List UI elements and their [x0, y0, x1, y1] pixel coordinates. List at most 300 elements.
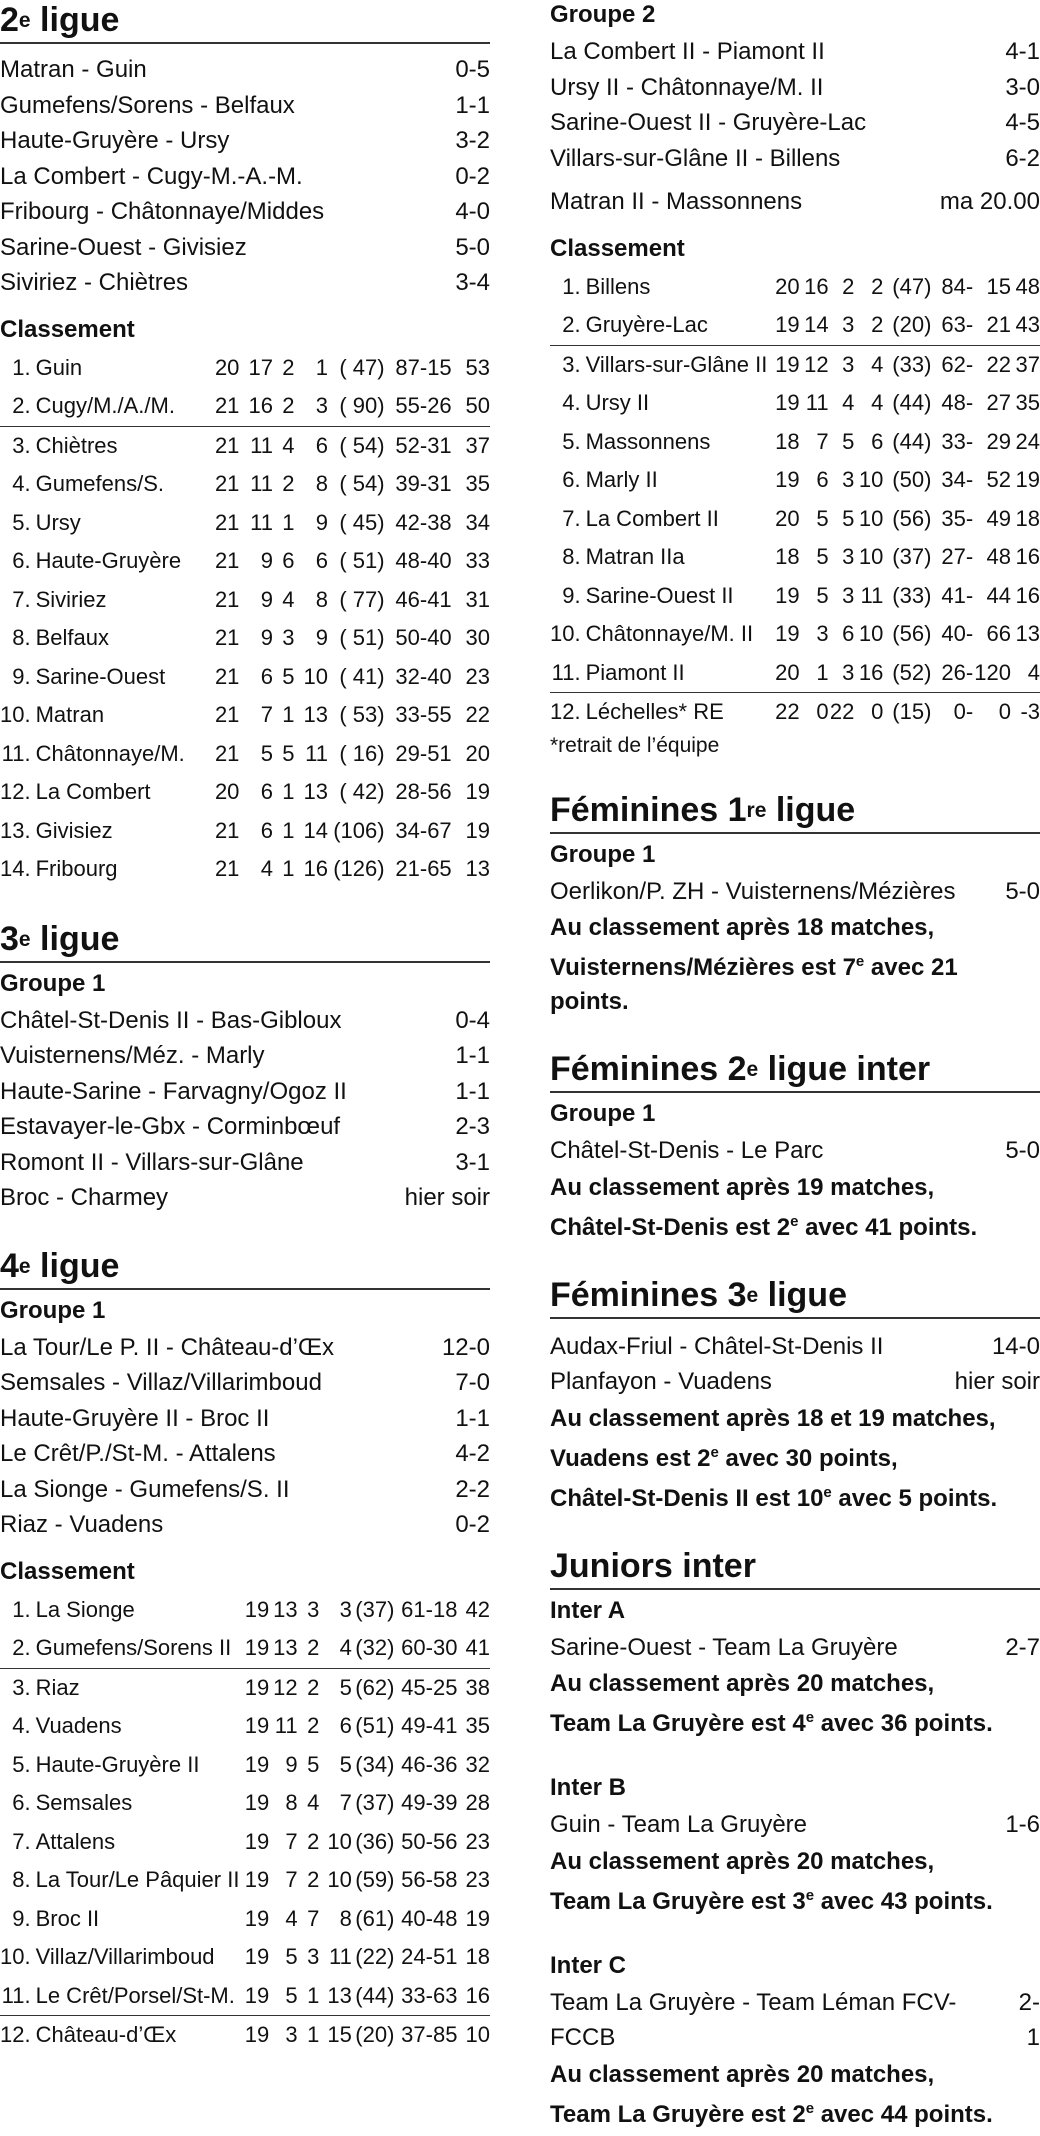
section-title-sup: e: [746, 1058, 759, 1081]
match-teams: Sarine-Ouest - Team La Gruyère: [550, 1633, 898, 1661]
table-cell: 8.: [12, 1867, 31, 1892]
table-cell: 16: [804, 273, 829, 299]
table-cell: 120: [973, 654, 1011, 693]
table-cell: 19: [244, 1905, 270, 1931]
table-row: [0, 1977, 490, 2016]
table-cell: 4: [260, 856, 273, 881]
table-cell: 6: [315, 432, 329, 458]
match-row: [550, 105, 1040, 141]
table-cell: 10: [327, 1867, 352, 1892]
table-cell: 1: [307, 2022, 320, 2047]
match-row: [550, 141, 1040, 177]
table-cell: 5.: [12, 1751, 31, 1777]
match-row: [0, 1365, 490, 1401]
section-title-rest: ligue: [30, 919, 120, 958]
note-text: avec 41 points.: [798, 1213, 978, 1241]
table-cell: 1: [282, 702, 295, 727]
table-cell: 5: [339, 1751, 352, 1777]
group-title: Groupe 1: [0, 1296, 106, 1324]
table-cell: 3: [816, 621, 829, 646]
match-teams: Châtel-St-Denis II - Bas-Gibloux: [0, 1006, 342, 1034]
table-cell: 29: [986, 428, 1011, 454]
table-cell: 7.: [12, 586, 31, 612]
match-teams: La Sionge - Gumefens/S. II: [0, 1475, 290, 1503]
table-cell: 32-40: [395, 663, 452, 689]
table-cell: (56): [892, 505, 932, 531]
table-cell: 6: [260, 663, 273, 689]
match-score: 7-0: [455, 1369, 490, 1396]
table-cell: 5: [816, 505, 829, 531]
table-cell: 7.: [12, 1828, 31, 1854]
table-cell: 8: [285, 1790, 298, 1815]
table-cell: 3: [842, 467, 855, 492]
table-cell: (44): [352, 1977, 395, 2016]
table-cell: 63-: [931, 306, 973, 345]
table-cell: ( 41): [339, 663, 385, 689]
table-cell: 19: [775, 351, 800, 377]
table-cell: 11: [329, 1944, 352, 1969]
table-cell: 19: [767, 306, 799, 345]
table-cell: 49-41: [401, 1713, 458, 1738]
table-cell: 2.: [550, 306, 586, 345]
table-cell: 2: [307, 1867, 320, 1892]
table-row: [550, 577, 1040, 616]
match-teams: Haute-Gruyère - Ursy: [0, 127, 230, 154]
match-teams: Ursy II - Châtonnaye/M. II: [550, 73, 824, 101]
table-row: [550, 423, 1040, 462]
table-cell: 15: [327, 2022, 352, 2047]
table-cell: 5: [339, 1674, 352, 1700]
table-cell: (36): [355, 1828, 395, 1854]
table-cell: (52): [883, 654, 931, 693]
table-cell: 19: [775, 467, 800, 492]
match-score: 3-4: [455, 269, 490, 296]
table-cell: 13: [303, 702, 329, 727]
section-spacer: [550, 1516, 1040, 1546]
section-title-sup: e: [18, 927, 31, 951]
match-score: 4-0: [455, 198, 490, 225]
table-cell: 11: [805, 390, 829, 415]
table-cell: 22: [829, 699, 855, 724]
table-cell: 5: [842, 428, 855, 454]
table-cell: Piamont II: [586, 654, 768, 693]
table-cell: 56-58: [401, 1867, 458, 1892]
table-cell: 5: [282, 740, 295, 766]
table-cell: Fribourg: [35, 856, 118, 881]
match-score: 4-2: [455, 1440, 490, 1467]
table-cell: 10: [327, 1828, 352, 1854]
match-row: [550, 1329, 1040, 1365]
table-cell: Semsales: [35, 1790, 133, 1815]
match-score: 0-2: [455, 162, 490, 190]
group-title: Inter B: [550, 1774, 627, 1801]
note-line: Au classement après 18 matches,: [550, 914, 935, 941]
note-sup: e: [855, 953, 865, 970]
table-cell: Vuadens: [35, 1713, 122, 1738]
match-row: [0, 1145, 490, 1181]
table-cell: 19: [244, 1674, 270, 1700]
table-cell: 3: [294, 387, 328, 426]
table-cell: (56): [892, 621, 932, 646]
table-row: [0, 812, 490, 851]
table-cell: Ursy: [35, 509, 81, 535]
match-score: 12-0: [441, 1333, 490, 1361]
table-cell: Riaz: [35, 1674, 80, 1700]
table-cell: (20): [883, 306, 931, 345]
table-row: [0, 1629, 490, 1668]
table-cell: 33-: [941, 428, 974, 454]
table-cell: 29-51: [395, 740, 452, 766]
table-row: [550, 500, 1040, 539]
table-cell: 12.: [0, 779, 31, 804]
table-cell: 37-85: [401, 2022, 458, 2047]
match-score: 5-0: [1005, 1137, 1040, 1164]
note-text: Vuisternens/Mézières est 7: [550, 954, 856, 981]
table-cell: 16: [303, 856, 329, 881]
table-cell: 0: [998, 699, 1011, 724]
table-cell: 10: [858, 544, 884, 569]
table-cell: 10: [858, 621, 884, 646]
match-row: [0, 230, 490, 266]
table-cell: 0-: [953, 699, 974, 724]
section-title: [550, 1275, 1040, 1319]
table-cell: Billens: [585, 273, 651, 299]
table-cell: ( 77): [339, 586, 385, 612]
table-cell: 20: [465, 740, 490, 766]
match-teams: Planfayon - Vuadens: [550, 1368, 772, 1395]
match-row: [0, 1401, 490, 1437]
table-cell: 4.: [12, 1713, 31, 1738]
match-teams: Oerlikon/P. ZH - Vuisternens/Mézières: [550, 877, 956, 905]
left-column: [0, 0, 490, 2055]
match-row: [550, 874, 1040, 910]
table-cell: 33-55: [395, 702, 452, 727]
table-cell: 10.: [0, 1944, 31, 1969]
table-cell: 18: [465, 1944, 490, 1969]
match-teams: Broc - Charmey: [0, 1184, 169, 1211]
table-cell: 3: [842, 582, 855, 608]
match-score: 3-2: [455, 127, 490, 154]
table-cell: 46-41: [395, 586, 452, 612]
table-cell: 16: [854, 654, 883, 693]
table-cell: 48-: [941, 390, 974, 415]
table-cell: 6: [260, 817, 273, 843]
note-text: avec 36 points.: [814, 1710, 993, 1737]
table-cell: 10.: [0, 702, 31, 727]
table-cell: ( 42): [339, 779, 385, 804]
table-cell: 10: [858, 467, 884, 492]
note-text: Team La Gruyère est 2: [550, 2100, 806, 2128]
table-cell: 8: [315, 471, 329, 496]
standing-note: [550, 1402, 1040, 1516]
table-cell: 48: [1015, 273, 1040, 299]
table-cell: 14.: [0, 856, 31, 881]
match-teams: Haute-Sarine - Farvagny/Ogoz II: [0, 1077, 347, 1105]
table-cell: (62): [355, 1674, 395, 1700]
group-title: Groupe 1: [0, 969, 106, 997]
table-cell: 5.: [12, 509, 31, 535]
table-cell: Le Crêt/Porsel/St-M.: [36, 1977, 241, 2016]
match-score: 2-3: [455, 1113, 490, 1140]
table-cell: Châtonnaye/M. II: [585, 621, 754, 646]
table-cell: 2: [298, 1629, 320, 1668]
table-cell: 2: [854, 306, 883, 345]
table-cell: 9: [315, 625, 329, 650]
table-cell: 50: [452, 387, 490, 426]
table-cell: Chiètres: [35, 432, 118, 458]
table-cell: 21-65: [395, 856, 452, 881]
table-cell: 11: [860, 582, 884, 608]
block-gap: [550, 1919, 1040, 1937]
table-cell: 16: [239, 387, 273, 426]
table-cell: 16: [1015, 544, 1040, 569]
table-cell: Givisiez: [35, 817, 113, 843]
table-cell: 61-18: [401, 1596, 458, 1622]
note-sup: e: [823, 1483, 832, 1501]
table-cell: 62-: [941, 351, 974, 377]
table-cell: 13: [269, 1629, 297, 1668]
table-cell: 2: [307, 1713, 320, 1738]
table-cell: 4.: [12, 471, 31, 496]
right-column: [550, 0, 1040, 2132]
table-row: [0, 1668, 490, 1707]
note-text: avec 5 points.: [831, 1484, 998, 1512]
table-cell: 5.: [562, 428, 581, 454]
table-cell: Matran IIa: [585, 544, 685, 569]
table-cell: 10: [303, 663, 329, 689]
table-cell: Haute-Gruyère: [35, 548, 182, 573]
table-cell: Gumefens/Sorens II: [36, 1629, 241, 1668]
table-cell: Massonnens: [585, 428, 711, 454]
table-cell: 20: [214, 354, 240, 380]
section-title-rest: ligue inter: [758, 1050, 931, 1088]
table-row: [0, 850, 490, 889]
table-cell: 22: [986, 351, 1011, 377]
table-cell: 21: [214, 663, 240, 689]
section-title-rest: ligue: [30, 1, 120, 39]
table-cell: La Combert II: [585, 505, 719, 531]
match-row: [0, 159, 490, 195]
table-cell: 15: [986, 273, 1011, 299]
table-cell: 9.: [12, 663, 31, 689]
table-cell: 14: [303, 817, 329, 843]
table-cell: 3.: [12, 1674, 31, 1700]
table-cell: 3.: [12, 432, 31, 458]
table-cell: 66: [986, 621, 1011, 646]
table-row: [550, 693, 1040, 732]
table-cell: ( 90): [328, 387, 385, 426]
table-row: [0, 349, 490, 388]
table-cell: 23: [465, 663, 490, 689]
match-teams: Semsales - Villaz/Villarimboud: [0, 1369, 322, 1396]
table-cell: 31: [465, 586, 490, 612]
table-cell: 4: [282, 432, 295, 458]
table-cell: (37): [892, 544, 932, 569]
table-cell: 34: [465, 509, 490, 535]
table-cell: 52-31: [395, 432, 452, 458]
table-cell: 55-26: [385, 387, 452, 426]
table-cell: Villaz/Villarimboud: [35, 1944, 215, 1969]
table-row: [0, 504, 490, 543]
match-row: [0, 194, 490, 230]
table-cell: 21: [214, 625, 240, 650]
table-cell: 6: [816, 467, 829, 492]
match-score: 4-5: [1005, 109, 1040, 136]
match-row: [550, 1807, 1040, 1843]
match-teams: Haute-Gruyère II - Broc II: [0, 1404, 270, 1432]
table-cell: 10: [858, 505, 884, 531]
table-cell: 8: [315, 586, 329, 612]
table-cell: 9.: [562, 582, 581, 608]
table-cell: 21: [214, 432, 240, 458]
table-cell: 2.: [0, 1629, 36, 1668]
table-cell: 16: [457, 1977, 490, 2016]
match-teams: Guin - Team La Gruyère: [550, 1811, 808, 1838]
table-cell: 14: [800, 306, 829, 345]
table-cell: Villars-sur-Glâne II: [585, 351, 768, 377]
match-row: [550, 70, 1040, 106]
table-cell: 2.: [0, 387, 36, 426]
note-text: avec 21 points.: [550, 954, 958, 1015]
table-cell: 23: [465, 1828, 490, 1854]
table-cell: 18: [775, 428, 800, 454]
table-cell: 3: [285, 2022, 298, 2047]
table-cell: (44): [892, 428, 932, 454]
match-score: 1-6: [1005, 1811, 1040, 1838]
table-cell: 1: [282, 856, 295, 881]
table-cell: ( 51): [339, 548, 385, 573]
table-cell: 40-48: [401, 1905, 458, 1931]
table-cell: 9: [260, 586, 273, 612]
match-score: 5-0: [455, 233, 490, 261]
section-spacer: [550, 760, 1040, 790]
table-cell: 6.: [562, 467, 581, 492]
table-cell: 1.: [12, 1596, 31, 1622]
table-row: [550, 461, 1040, 500]
standing-note: [550, 1667, 1040, 1741]
match-row: [550, 1630, 1040, 1666]
table-cell: 19: [241, 1977, 269, 2016]
table-row: [0, 735, 490, 774]
table-cell: Guin: [35, 354, 83, 380]
table-cell: 5: [307, 1751, 320, 1777]
table-cell: 3: [829, 306, 855, 345]
match-row: [550, 1364, 1040, 1400]
table-cell: 5: [816, 544, 829, 569]
table-cell: 1.: [12, 354, 31, 380]
table-cell: Broc II: [35, 1905, 100, 1931]
group-gap: [0, 44, 490, 52]
table-cell: 9: [315, 509, 329, 535]
match-score: 2-1: [1018, 1988, 1040, 2051]
table-row: [550, 345, 1040, 384]
table-cell: 21: [214, 856, 240, 881]
table-cell: 1: [800, 654, 829, 693]
section-title-main: 2: [0, 1, 19, 39]
table-cell: 21: [214, 586, 240, 612]
table-cell: 26-: [931, 654, 973, 693]
classement-title: Classement: [550, 234, 685, 262]
table-cell: 35-: [941, 505, 974, 531]
section-title-main: 4: [0, 1246, 19, 1285]
note-text: avec 43 points.: [814, 1887, 993, 1915]
table-cell: 19: [241, 1629, 269, 1668]
match-row: [0, 1074, 490, 1110]
table-cell: 13.: [0, 817, 31, 843]
table-cell: 11.: [550, 654, 586, 693]
table-cell: ( 54): [339, 471, 385, 496]
table-cell: (20): [355, 2022, 395, 2047]
table-row: [550, 538, 1040, 577]
table-cell: 21: [214, 817, 240, 843]
table-row: [0, 1707, 490, 1746]
table-cell: 9.: [12, 1905, 31, 1931]
note-text: avec 30 points,: [718, 1444, 898, 1472]
table-cell: 3: [842, 544, 855, 569]
table-row: [0, 696, 490, 735]
table-cell: Attalens: [35, 1828, 116, 1854]
table-cell: (50): [892, 467, 932, 492]
match-row: [550, 1985, 1040, 2056]
table-cell: 19: [244, 1751, 270, 1777]
table-cell: 48-40: [395, 548, 452, 573]
table-cell: 2: [273, 387, 295, 426]
match-score: hier soir: [404, 1184, 490, 1211]
table-cell: 35: [465, 471, 490, 496]
match-row: [0, 1436, 490, 1472]
section-title-sup: e: [18, 1254, 31, 1278]
match-score: 2-7: [1005, 1633, 1040, 1661]
table-cell: 3.: [562, 351, 581, 377]
standings-table: [0, 349, 490, 889]
table-cell: 7: [307, 1905, 320, 1931]
table-cell: 7: [285, 1867, 298, 1892]
table-cell: 6.: [12, 548, 31, 573]
table-cell: 13: [273, 1596, 298, 1622]
note-line: [550, 945, 1040, 1019]
table-cell: 4: [285, 1905, 298, 1931]
match-row: [0, 88, 490, 124]
note-line: Au classement après 19 matches,: [550, 1173, 935, 1201]
table-cell: (59): [355, 1867, 395, 1892]
section-title-sup: e: [18, 9, 31, 32]
note-sup: e: [790, 1212, 799, 1230]
table-row: [550, 306, 1040, 345]
table-cell: 6: [282, 548, 295, 573]
section-title-main: Féminines 3: [550, 1275, 747, 1314]
match-teams: Villars-sur-Glâne II - Billens: [550, 144, 841, 172]
table-cell: 87-15: [395, 354, 452, 380]
table-cell: 20: [214, 779, 240, 804]
table-cell: 34-67: [395, 817, 452, 843]
table-row: [0, 1900, 490, 1939]
table-row: [0, 387, 490, 426]
table-cell: 10: [465, 2022, 490, 2047]
table-cell: 48: [986, 544, 1011, 569]
table-row: [0, 1784, 490, 1823]
section-spacer: [550, 1245, 1040, 1275]
standing-note: [550, 1845, 1040, 1919]
table-cell: La Tour/Le Pâquier II: [35, 1867, 240, 1892]
table-row: [0, 581, 490, 620]
table-cell: 8.: [562, 544, 581, 569]
group-title: Groupe 1: [550, 1100, 656, 1127]
table-cell: 20: [775, 505, 800, 531]
match-row: [0, 1472, 490, 1508]
table-cell: 11: [250, 432, 273, 458]
table-cell: 46-36: [401, 1751, 458, 1777]
match-teams: Audax-Friul - Châtel-St-Denis II: [550, 1332, 884, 1360]
